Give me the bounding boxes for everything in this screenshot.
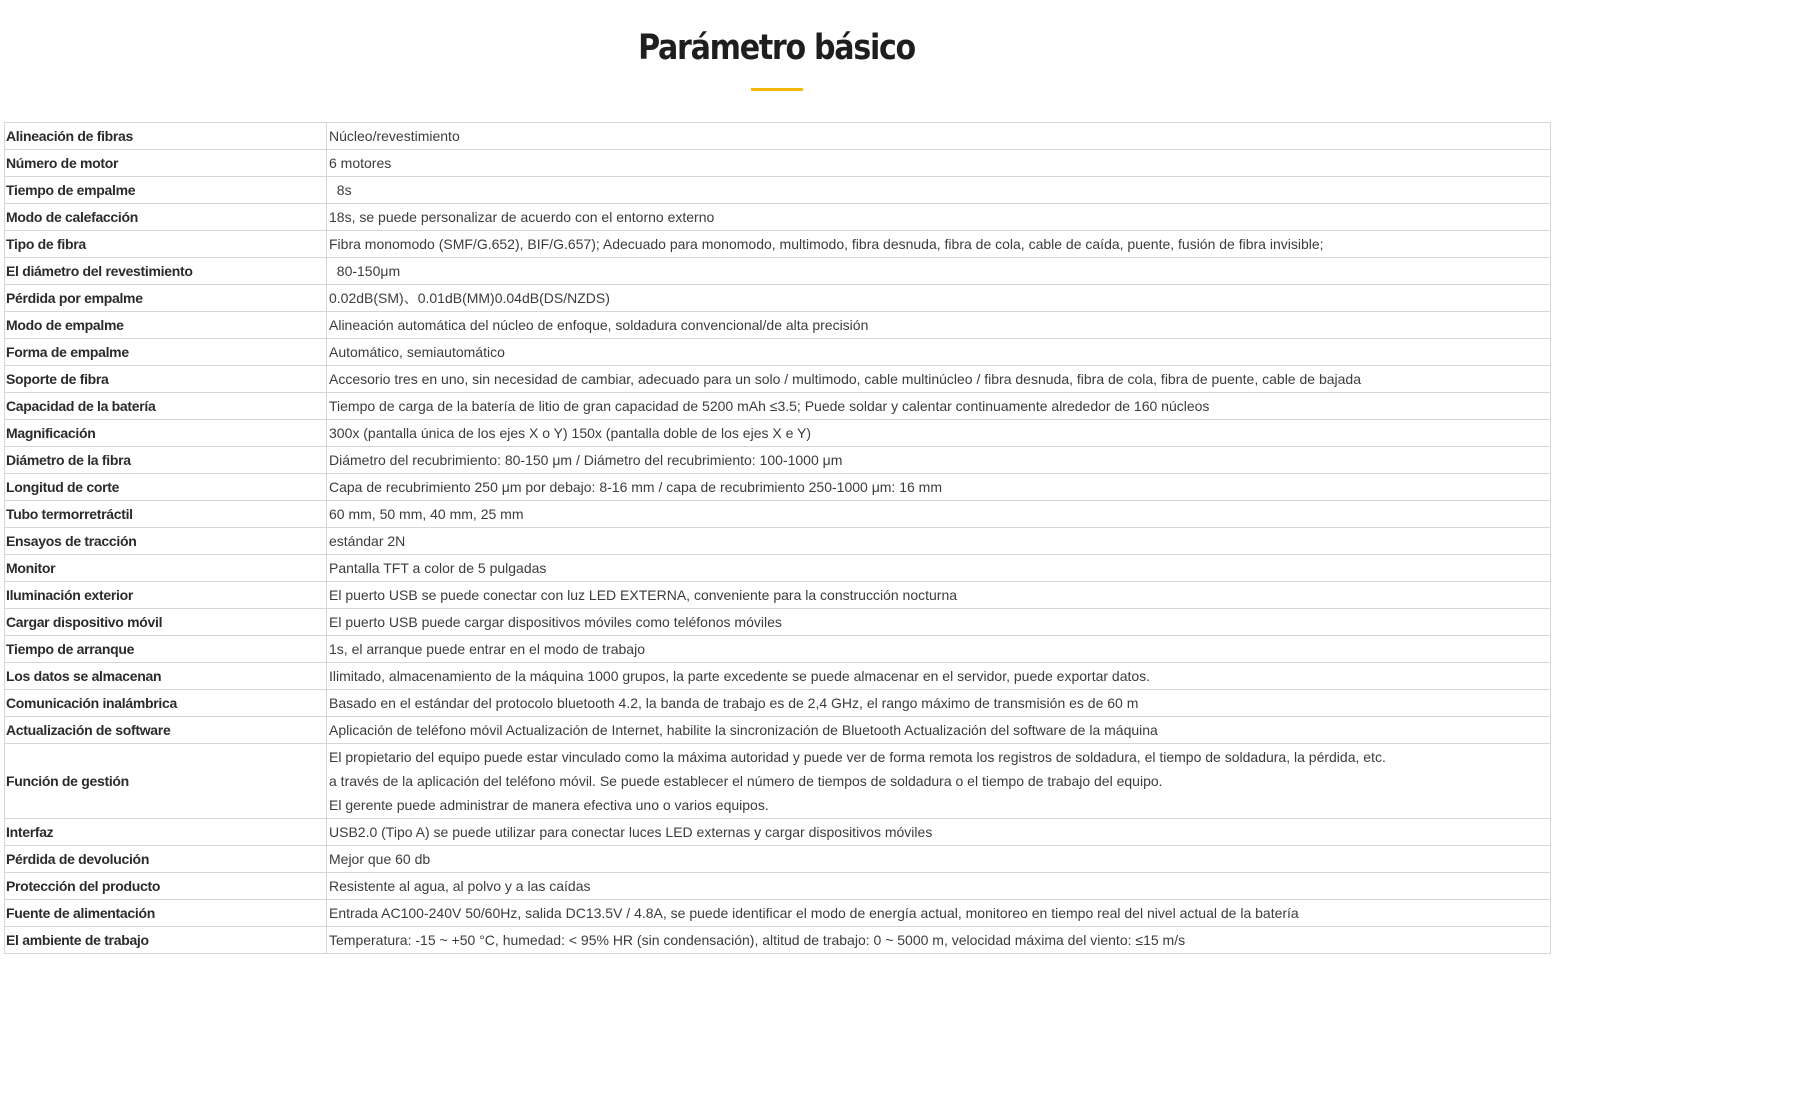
table-row <box>5 609 1551 636</box>
param-name: Tubo termorretráctil <box>5 501 327 528</box>
table-row <box>5 873 1551 900</box>
param-value-line: El gerente puede administrar de manera efectiva uno o varios equipos. <box>329 797 769 813</box>
param-value: Entrada AC100-240V 50/60Hz, salida DC13.5V / 4.8A, se puede identificar el modo de energía actual, monitoreo en tiempo real del nivel actual de la batería <box>327 900 1551 927</box>
table-row <box>5 204 1551 231</box>
param-value: Resistente al agua, al polvo y a las caídas <box>327 873 1551 900</box>
param-value: 60 mm, 50 mm, 40 mm, 25 mm <box>327 501 1551 528</box>
table-row <box>5 555 1551 582</box>
param-name: Cargar dispositivo móvil <box>5 609 327 636</box>
param-name: Iluminación exterior <box>5 582 327 609</box>
param-name: Los datos se almacenan <box>5 663 327 690</box>
table-row <box>5 636 1551 663</box>
param-value: Fibra monomodo (SMF/G.652), BIF/G.657); Adecuado para monomodo, multimodo, fibra desnuda, fibra de cola, cable de caída, puente, fusión de fibra invisible; <box>327 231 1551 258</box>
param-value: 1s, el arranque puede entrar en el modo de trabajo <box>327 636 1551 663</box>
table-row <box>5 231 1551 258</box>
spec-table-body <box>5 123 1551 954</box>
param-name: Modo de empalme <box>5 312 327 339</box>
param-name: Diámetro de la fibra <box>5 447 327 474</box>
param-name: Ensayos de tracción <box>5 528 327 555</box>
table-row <box>5 393 1551 420</box>
param-value: El puerto USB puede cargar dispositivos móviles como teléfonos móviles <box>327 609 1551 636</box>
param-value: 80-150μm <box>327 258 1551 285</box>
param-value: Aplicación de teléfono móvil Actualización de Internet, habilite la sincronización de Bluetooth Actualización del software de la máquina <box>327 717 1551 744</box>
title-underline <box>751 88 803 91</box>
table-row <box>5 663 1551 690</box>
table-row <box>5 717 1551 744</box>
param-name: Número de motor <box>5 150 327 177</box>
param-value: Mejor que 60 db <box>327 846 1551 873</box>
param-value: Ilimitado, almacenamiento de la máquina 1000 grupos, la parte excedente se puede almacenar en el servidor, puede exportar datos. <box>327 663 1551 690</box>
param-value: Núcleo/revestimiento <box>327 123 1551 150</box>
page-title: Parámetro básico <box>638 28 915 68</box>
param-value: Capa de recubrimiento 250 μm por debajo: 8-16 mm / capa de recubrimiento 250-1000 μm: 16 mm <box>327 474 1551 501</box>
param-name: Pérdida de devolución <box>5 846 327 873</box>
table-row <box>5 285 1551 312</box>
table-row <box>5 258 1551 285</box>
table-row <box>5 927 1551 954</box>
param-name: Monitor <box>5 555 327 582</box>
table-row <box>5 339 1551 366</box>
param-name: Modo de calefacción <box>5 204 327 231</box>
param-name: Función de gestión <box>5 744 327 819</box>
param-name: Tipo de fibra <box>5 231 327 258</box>
param-value: 18s, se puede personalizar de acuerdo con el entorno externo <box>327 204 1551 231</box>
param-value: USB2.0 (Tipo A) se puede utilizar para conectar luces LED externas y cargar dispositivos móviles <box>327 819 1551 846</box>
param-name: Tiempo de arranque <box>5 636 327 663</box>
param-name: El diámetro del revestimiento <box>5 258 327 285</box>
table-row <box>5 900 1551 927</box>
param-name: Soporte de fibra <box>5 366 327 393</box>
param-name: Forma de empalme <box>5 339 327 366</box>
param-value: Accesorio tres en uno, sin necesidad de cambiar, adecuado para un solo / multimodo, cable multinúcleo / fibra desnuda, fibra de cola, fibra de puente, cable de bajada <box>327 366 1551 393</box>
param-value: Tiempo de carga de la batería de litio de gran capacidad de 5200 mAh ≤3.5; Puede soldar y calentar continuamente alrededor de 160 núcleos <box>327 393 1551 420</box>
table-row <box>5 366 1551 393</box>
param-name: Alineación de fibras <box>5 123 327 150</box>
table-row <box>5 177 1551 204</box>
param-name: Protección del producto <box>5 873 327 900</box>
table-row <box>5 312 1551 339</box>
param-value-line: El propietario del equipo puede estar vinculado como la máxima autoridad y puede ver de forma remota los registros de soldadura, el tiempo de soldadura, la pérdida, etc. <box>329 749 1386 765</box>
param-name: Tiempo de empalme <box>5 177 327 204</box>
param-name: Actualización de software <box>5 717 327 744</box>
param-value: Automático, semiautomático <box>327 339 1551 366</box>
param-value: Temperatura: -15 ~ +50 °C, humedad: < 95% HR (sin condensación), altitud de trabajo: 0 ~ 5000 m, velocidad máxima del viento: ≤15 m/s <box>327 927 1551 954</box>
param-name: Longitud de corte <box>5 474 327 501</box>
table-row <box>5 474 1551 501</box>
param-value: 6 motores <box>327 150 1551 177</box>
table-row <box>5 846 1551 873</box>
param-value: 8s <box>327 177 1551 204</box>
param-value: Diámetro del recubrimiento: 80-150 μm / Diámetro del recubrimiento: 100-1000 μm <box>327 447 1551 474</box>
param-value-line: a través de la aplicación del teléfono móvil. Se puede establecer el número de tiempos de soldadura o el tiempo de trabajo del equipo. <box>329 773 1163 789</box>
param-value: Pantalla TFT a color de 5 pulgadas <box>327 555 1551 582</box>
param-name: Pérdida por empalme <box>5 285 327 312</box>
table-row <box>5 420 1551 447</box>
param-value: 300x (pantalla única de los ejes X o Y) 150x (pantalla doble de los ejes X e Y) <box>327 420 1551 447</box>
table-row <box>5 150 1551 177</box>
param-name: Interfaz <box>5 819 327 846</box>
param-name: Capacidad de la batería <box>5 393 327 420</box>
param-value: El puerto USB se puede conectar con luz LED EXTERNA, conveniente para la construcción nocturna <box>327 582 1551 609</box>
param-value-multiline <box>327 744 1551 819</box>
table-row <box>5 528 1551 555</box>
param-value: Alineación automática del núcleo de enfoque, soldadura convencional/de alta precisión <box>327 312 1551 339</box>
param-name: Comunicación inalámbrica <box>5 690 327 717</box>
section-header <box>0 0 1553 110</box>
table-row <box>5 501 1551 528</box>
spec-table <box>4 122 1551 954</box>
table-row <box>5 447 1551 474</box>
param-value: Basado en el estándar del protocolo bluetooth 4.2, la banda de trabajo es de 2,4 GHz, el rango máximo de transmisión es de 60 m <box>327 690 1551 717</box>
param-value: estándar 2N <box>327 528 1551 555</box>
param-name: Fuente de alimentación <box>5 900 327 927</box>
table-row <box>5 744 1551 819</box>
table-row <box>5 123 1551 150</box>
table-row <box>5 582 1551 609</box>
param-value: 0.02dB(SM)、0.01dB(MM)0.04dB(DS/NZDS) <box>327 285 1551 312</box>
param-name: Magnificación <box>5 420 327 447</box>
table-row <box>5 819 1551 846</box>
table-row <box>5 690 1551 717</box>
param-name: El ambiente de trabajo <box>5 927 327 954</box>
